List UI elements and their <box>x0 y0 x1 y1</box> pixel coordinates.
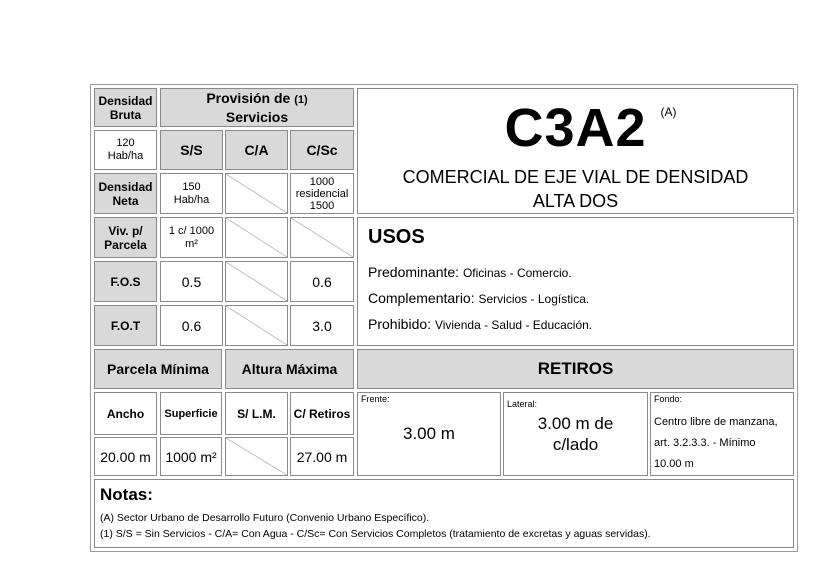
fot-csc: 3.0 <box>290 305 354 346</box>
col-ss: S/S <box>160 130 223 170</box>
usos-title: USOS <box>368 226 425 248</box>
retiro-fondo: Fondo: Centro libre de manzana, art. 3.2.3.3. - Mínimo 10.00 m <box>650 392 794 476</box>
fos-csc: 0.6 <box>290 261 354 302</box>
densidad-neta-label: Densidad Neta <box>94 173 157 214</box>
viv-parcela-csc <box>290 217 354 258</box>
slm-label: S/ L.M. <box>225 392 288 435</box>
altura-maxima-header: Altura Máxima <box>225 349 354 389</box>
ancho-label: Ancho <box>94 392 157 435</box>
superficie-label: Superficie <box>160 392 222 435</box>
viv-parcela-ss: 1 c/ 1000 m² <box>160 217 223 258</box>
densidad-bruta-label: Densidad Bruta <box>94 88 157 127</box>
retiro-frente: Frente: 3.00 m <box>357 392 501 476</box>
fos-ca <box>225 261 288 302</box>
viv-parcela-label: Viv. p/ Parcela <box>94 217 157 258</box>
fos-label: F.O.S <box>94 261 157 302</box>
fot-ca <box>225 305 288 346</box>
zone-code: C3A2 <box>504 98 647 158</box>
fos-ss: 0.5 <box>160 261 223 302</box>
usos-complementario: Complementario: Servicios - Logística. <box>368 290 590 306</box>
densidad-neta-ss: 150 Hab/ha <box>160 173 223 214</box>
densidad-neta-csc: 1000 residencial 1500 <box>290 173 354 214</box>
zone-name: COMERCIAL DE EJE VIAL DE DENSIDAD ALTA DOS <box>402 167 749 211</box>
fot-ss: 0.6 <box>160 305 223 346</box>
superficie-value: 1000 m² <box>160 437 222 476</box>
c-retiros-value: 27.00 m <box>290 437 354 476</box>
zone-title-box <box>357 88 794 214</box>
retiros-header: RETIROS <box>357 349 794 389</box>
notas-box <box>94 479 794 548</box>
usos-box <box>357 217 794 346</box>
densidad-neta-ca <box>225 173 288 214</box>
slm-value <box>225 437 288 476</box>
col-csc: C/Sc <box>290 130 354 170</box>
usos-predominante: Predominante: Oficinas - Comercio. <box>368 264 572 280</box>
zone-code-sup: (A) <box>660 105 677 119</box>
col-ca: C/A <box>225 130 288 170</box>
notas-title: Notas: <box>100 485 153 504</box>
viv-parcela-ca <box>225 217 288 258</box>
retiro-lateral: Lateral: 3.00 m de c/lado <box>503 392 648 476</box>
fot-label: F.O.T <box>94 305 157 346</box>
nota-1: (1) S/S = Sin Servicios - C/A= Con Agua - C/Sc= Con Servicios Completos (tratamiento de excretas y aguas servidas). <box>100 528 651 540</box>
usos-prohibido: Prohibido: Vivienda - Salud - Educación. <box>368 316 593 332</box>
zoning-sheet <box>90 84 798 552</box>
ancho-value: 20.00 m <box>94 437 157 476</box>
parcela-minima-header: Parcela Mínima <box>94 349 222 389</box>
provision-header: Provisión de (1) Servicios <box>160 88 354 127</box>
nota-a: (A) Sector Urbano de Desarrollo Futuro (Convenio Urbano Específico). <box>100 512 430 524</box>
c-retiros-label: C/ Retiros <box>290 392 354 435</box>
densidad-bruta-value: 120 Hab/ha <box>94 130 157 170</box>
